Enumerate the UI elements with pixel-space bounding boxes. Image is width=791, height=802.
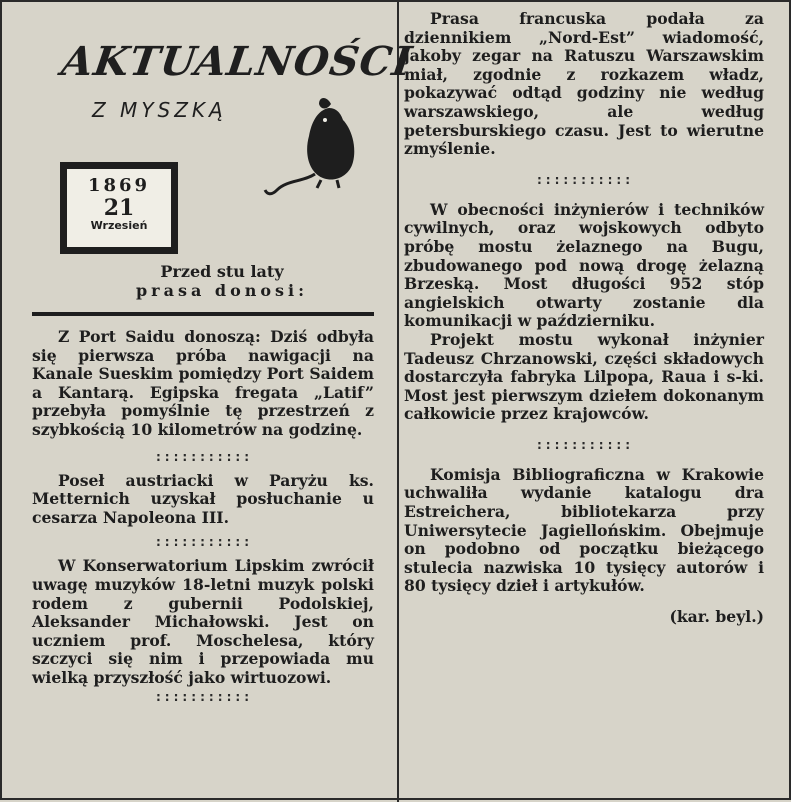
- date-day: 21: [103, 195, 135, 221]
- masthead-title: AKTUALNOŚCI: [58, 38, 416, 85]
- masthead-subtitle: Z MYSZKĄ: [92, 98, 227, 122]
- right-column: [404, 10, 764, 627]
- header-rule: [32, 312, 374, 316]
- article-bibliography: Komisja Bibliograficzna w Krakowie uchwaliła wydanie katalogu dra Estreichera, bibliotekarza przy Uniwersytecie Jagiellońskim. Obejmuje on podobno od początku bieżącego stulecia nazwiska 10 tysięcy autorów i 80 tysięcy dzieł i artykułów.: [404, 464, 764, 596]
- separator: :::::::::::: [535, 172, 633, 188]
- article-metternich: Poseł austriacki w Paryżu ks. Metternich uzyskał posłuchanie u cesarza Napoleona III.: [32, 470, 374, 527]
- press-header-line2: prasa donosi:: [135, 281, 309, 300]
- separator: :::::::::::: [154, 535, 252, 551]
- article-suez: Z Port Saidu donoszą: Dziś odbyła się pierwsza próba nawigacji na Kanale Sueskim pomiędzy Port Saidem a Kantarą. Egipska fregata „Latif” przebyła pomyślnie tę przestrzeń z szybkością 10 kilometrów na godzinę.: [32, 327, 374, 439]
- separator: :::::::::::: [154, 689, 252, 705]
- signature: (kar. beyl.): [669, 607, 764, 627]
- press-header-line1: Przed stu laty: [160, 262, 284, 281]
- left-column: [32, 328, 374, 706]
- article-michalowski: W Konserwatorium Lipskim zwrócił uwagę muzyków 18-letni muzyk polski rodem z gubernii Podolskiej, Aleksander Michałowski. Jest on uczniem prof. Moschelesa, który szczyci się nim i przepowiada mu wielką przyszłość jako wirtuozowi.: [32, 556, 374, 687]
- article-bridge: W obecności inżynierów i techników cywilnych, oraz wojskowych odbyto próbę mostu żelaznego na Bugu, zbudowanego pod nową drogę żelazną Brzeską. Most długości 952 stóp angielskich otwarty zostanie dla komunikacji w październiku.: [404, 199, 764, 331]
- date-year: 1869: [87, 175, 151, 196]
- date-month: Wrzesień: [90, 219, 148, 232]
- column-divider: [397, 2, 399, 802]
- date-box: [60, 162, 178, 254]
- press-header: [112, 262, 332, 300]
- article-bridge-project: Projekt mostu wykonał inżynier Tadeusz Chrzanowski, części składowych dostarczyła fabryka Lilpopa, Raua i s-ki. Most jest pierwszym dziełem dokonanym całkowicie przez krajowców.: [404, 329, 764, 424]
- article-clock: Prasa francuska podała za dziennikiem „Nord-Est” wiadomość, jakoby zegar na Ratuszu Warszawskim miał, zgodnie z rozkazem władz, pokazywać odtąd godziny nie według warszawskiego, ale według petersburskiego czasu. Jest to wierutne zmyślenie.: [404, 9, 764, 159]
- separator: :::::::::::: [535, 437, 633, 453]
- mouse-icon: [257, 90, 367, 200]
- separator: :::::::::::: [154, 449, 252, 465]
